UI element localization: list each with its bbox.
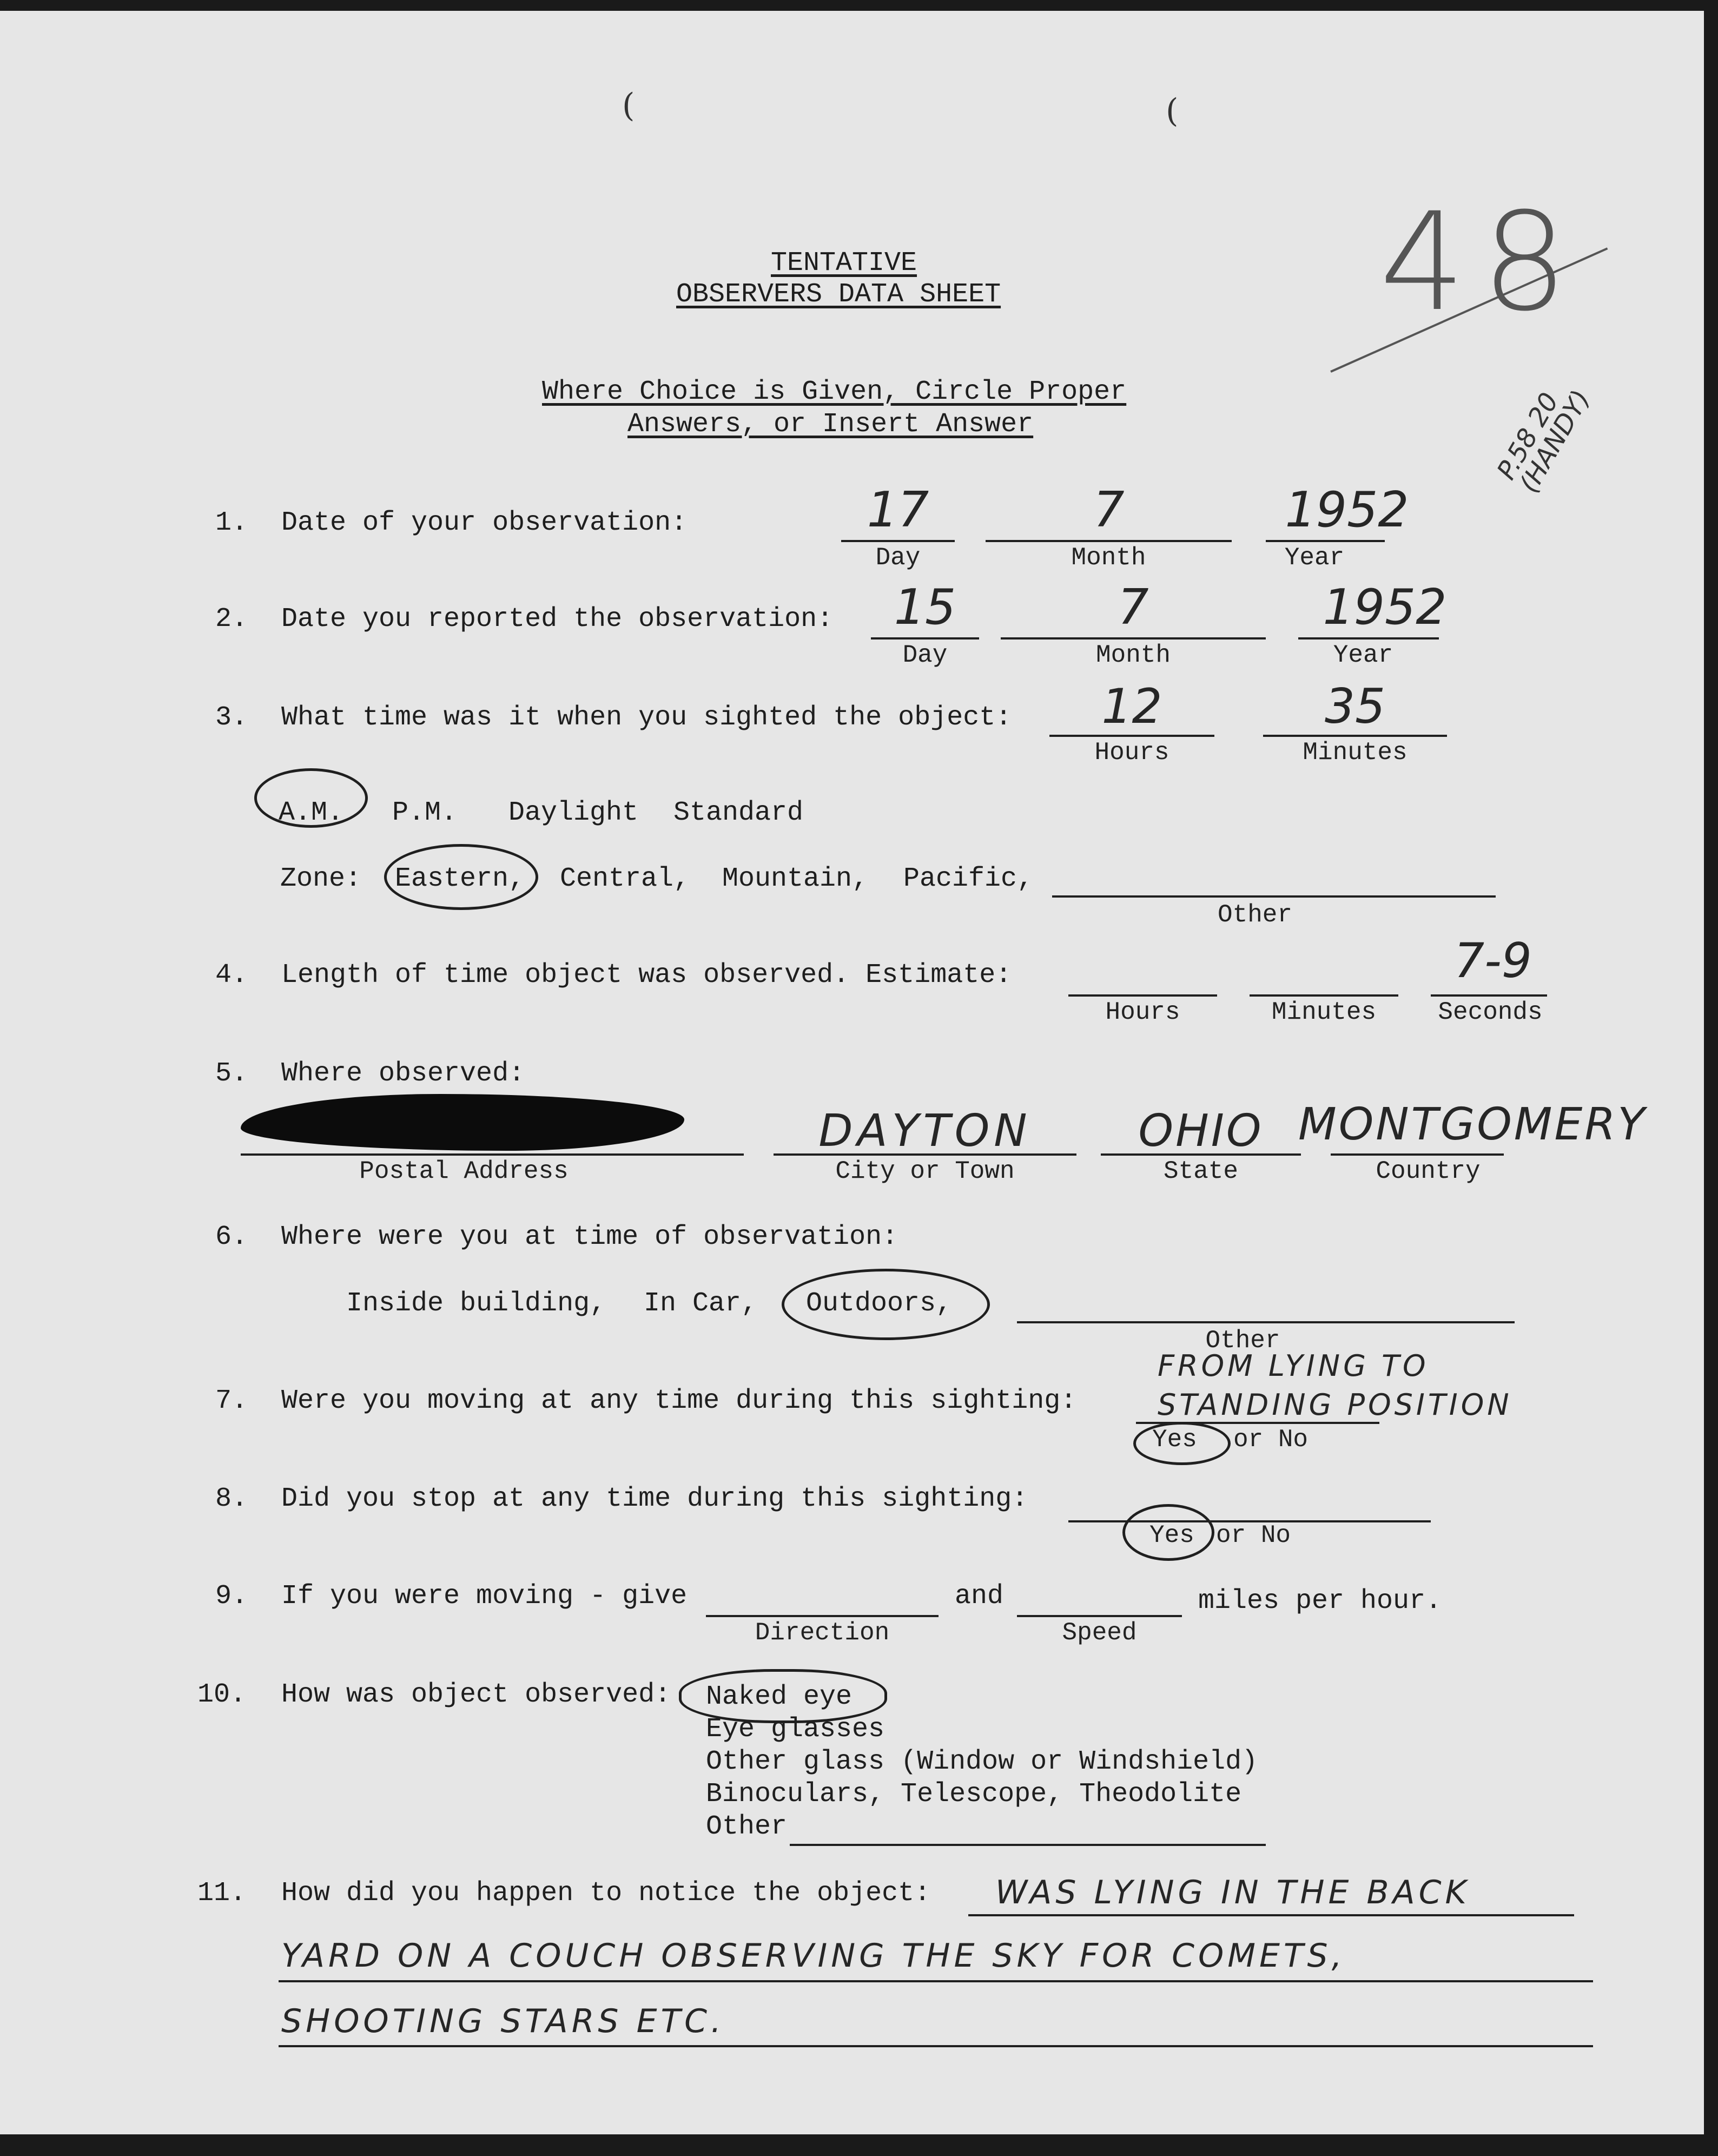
redacted-postal-address xyxy=(241,1094,684,1151)
pm-option[interactable]: P.M. xyxy=(392,797,458,828)
q7-label: Were you moving at any time during this sighting: xyxy=(281,1386,1077,1416)
q4-minutes-caption: Minutes xyxy=(1271,998,1377,1026)
q4-label: Length of time object was observed. Estimate: xyxy=(281,960,1012,991)
q2-year-line xyxy=(1298,637,1439,639)
q2-year-caption: Year xyxy=(1333,641,1393,669)
q4-seconds-value[interactable]: 7-9 xyxy=(1454,933,1532,988)
q4-number: 4. xyxy=(215,960,248,991)
q4-hours-line xyxy=(1068,994,1217,997)
naked-eye-option[interactable]: Naked eye xyxy=(706,1682,853,1712)
q3-hours-caption: Hours xyxy=(1094,739,1169,767)
q1-day-value[interactable]: 17 xyxy=(867,482,929,538)
q9-and-text: and xyxy=(955,1581,1004,1612)
q6-other-line xyxy=(1017,1321,1515,1323)
outdoors-option[interactable]: Outdoors, xyxy=(806,1288,953,1319)
q2-month-caption: Month xyxy=(1095,641,1171,669)
q11-rule-2 xyxy=(279,1980,1593,1982)
q10-label: How was object observed: xyxy=(281,1679,671,1710)
q1-month-caption: Month xyxy=(1071,544,1146,572)
q3-hours-line xyxy=(1049,735,1214,737)
q2-number: 2. xyxy=(215,604,248,635)
stray-mark-left: ( xyxy=(622,87,635,124)
q10-number: 10. xyxy=(197,1679,247,1710)
q11-answer-line-1[interactable]: WAS LYING IN THE BACK xyxy=(995,1874,1470,1911)
q7-yes-option[interactable]: Yes xyxy=(1152,1426,1197,1454)
q11-rule-1 xyxy=(968,1914,1574,1916)
q5-state-value[interactable]: OHIO xyxy=(1138,1105,1264,1157)
q6-other-caption: Other xyxy=(1205,1327,1280,1355)
q5-city-value[interactable]: DAYTON xyxy=(818,1105,1032,1157)
q1-year-line xyxy=(1266,540,1385,542)
q3-hours-value[interactable]: 12 xyxy=(1101,678,1162,734)
q1-number: 1. xyxy=(215,507,248,538)
zone-other-line xyxy=(1052,895,1496,898)
q2-year-value[interactable]: 1952 xyxy=(1323,579,1447,636)
q1-year-value[interactable]: 1952 xyxy=(1285,482,1409,538)
q9-speed-line xyxy=(1017,1615,1182,1617)
q3-minutes-value[interactable]: 35 xyxy=(1325,678,1385,734)
standard-option[interactable]: Standard xyxy=(673,797,804,828)
q2-day-caption: Day xyxy=(902,641,948,669)
q5-state-caption: State xyxy=(1163,1157,1239,1185)
q1-label: Date of your observation: xyxy=(281,507,688,538)
q5-city-caption: City or Town xyxy=(835,1157,1015,1185)
q5-city-line xyxy=(774,1153,1076,1156)
form-title: TENTATIVE xyxy=(771,248,917,279)
eye-glasses-option[interactable]: Eye glasses xyxy=(706,1714,885,1745)
q1-month-line xyxy=(986,540,1232,542)
q4-seconds-caption: Seconds xyxy=(1438,998,1543,1026)
zone-label: Zone: xyxy=(280,863,362,894)
q5-country-line xyxy=(1331,1153,1504,1156)
q1-month-value[interactable]: 7 xyxy=(1093,482,1125,538)
q6-number: 6. xyxy=(215,1222,248,1252)
q4-seconds-line xyxy=(1431,994,1547,997)
q8-yes-option[interactable]: Yes xyxy=(1149,1521,1194,1550)
binoculars-option[interactable]: Binoculars, Telescope, Theodolite xyxy=(706,1779,1242,1810)
q9-label: If you were moving - give xyxy=(281,1581,688,1612)
q11-label: How did you happen to notice the object: xyxy=(281,1878,931,1909)
q11-answer-line-3[interactable]: SHOOTING STARS ETC. xyxy=(281,2002,725,2040)
q8-label: Did you stop at any time during this sighting: xyxy=(281,1484,1028,1514)
q8-or-no-option[interactable]: or No xyxy=(1216,1521,1291,1550)
q2-month-value[interactable]: 7 xyxy=(1118,579,1149,636)
q2-day-line xyxy=(871,637,979,639)
q7-or-no-option[interactable]: or No xyxy=(1233,1426,1309,1454)
corner-number: 48 xyxy=(1379,183,1584,341)
q5-label: Where observed: xyxy=(281,1058,525,1089)
q5-state-line xyxy=(1101,1153,1301,1156)
central-option[interactable]: Central, xyxy=(560,863,690,894)
inside-building-option[interactable]: Inside building, xyxy=(346,1288,606,1319)
q8-number: 8. xyxy=(215,1484,248,1514)
q9-number: 9. xyxy=(215,1581,248,1612)
data-sheet-page xyxy=(0,11,1704,2134)
q4-minutes-line xyxy=(1250,994,1398,997)
q7-answer-line-1[interactable]: FROM LYING TO xyxy=(1158,1349,1429,1383)
q5-country-caption: Country xyxy=(1376,1157,1481,1185)
daylight-option[interactable]: Daylight xyxy=(508,797,639,828)
q1-day-line xyxy=(841,540,955,542)
q1-day-caption: Day xyxy=(875,544,921,572)
am-option[interactable]: A.M. xyxy=(279,797,344,828)
q2-label: Date you reported the observation: xyxy=(281,604,834,635)
q11-answer-line-2[interactable]: YARD ON A COUCH OBSERVING THE SKY FOR COMETS, xyxy=(281,1937,1346,1975)
q5-postal-line xyxy=(241,1153,744,1156)
q5-county-value[interactable]: MONTGOMERY xyxy=(1298,1099,1647,1150)
q9-speed-caption: Speed xyxy=(1062,1619,1137,1647)
q2-month-line xyxy=(1001,637,1266,639)
q4-hours-caption: Hours xyxy=(1105,998,1180,1026)
instruction-line-2: Answers, or Insert Answer xyxy=(627,409,1034,440)
mountain-option[interactable]: Mountain, xyxy=(722,863,869,894)
in-car-option[interactable]: In Car, xyxy=(644,1288,758,1319)
q3-label: What time was it when you sighted the object: xyxy=(281,702,1012,733)
q9-direction-caption: Direction xyxy=(755,1619,890,1647)
eastern-option[interactable]: Eastern, xyxy=(395,863,525,894)
q7-number: 7. xyxy=(215,1386,248,1416)
q10-other-option[interactable]: Other xyxy=(706,1811,788,1842)
zone-other-caption: Other xyxy=(1217,901,1293,929)
q6-label: Where were you at time of observation: xyxy=(281,1222,898,1252)
other-glass-option[interactable]: Other glass (Window or Windshield) xyxy=(706,1746,1258,1777)
q3-minutes-line xyxy=(1263,735,1447,737)
q11-number: 11. xyxy=(197,1878,247,1909)
q7-answer-line-2[interactable]: STANDING POSITION xyxy=(1158,1388,1512,1422)
form-subtitle: OBSERVERS DATA SHEET xyxy=(676,279,1001,310)
margin-note: P.58 20 (HANDY) xyxy=(1491,385,1596,498)
q1-year-caption: Year xyxy=(1284,544,1345,572)
q2-day-value[interactable]: 15 xyxy=(894,579,956,636)
q5-number: 5. xyxy=(215,1058,248,1089)
q10-other-line xyxy=(790,1844,1266,1846)
q3-number: 3. xyxy=(215,702,248,733)
q9-mph-text: miles per hour. xyxy=(1198,1586,1442,1617)
stray-mark-right: ( xyxy=(1166,92,1179,130)
q3-minutes-caption: Minutes xyxy=(1303,739,1408,767)
instruction-line-1: Where Choice is Given, Circle Proper xyxy=(542,377,1127,407)
q11-rule-3 xyxy=(279,2045,1593,2047)
pacific-option[interactable]: Pacific, xyxy=(903,863,1034,894)
q5-postal-caption: Postal Address xyxy=(359,1157,569,1185)
q9-direction-line xyxy=(706,1615,939,1617)
